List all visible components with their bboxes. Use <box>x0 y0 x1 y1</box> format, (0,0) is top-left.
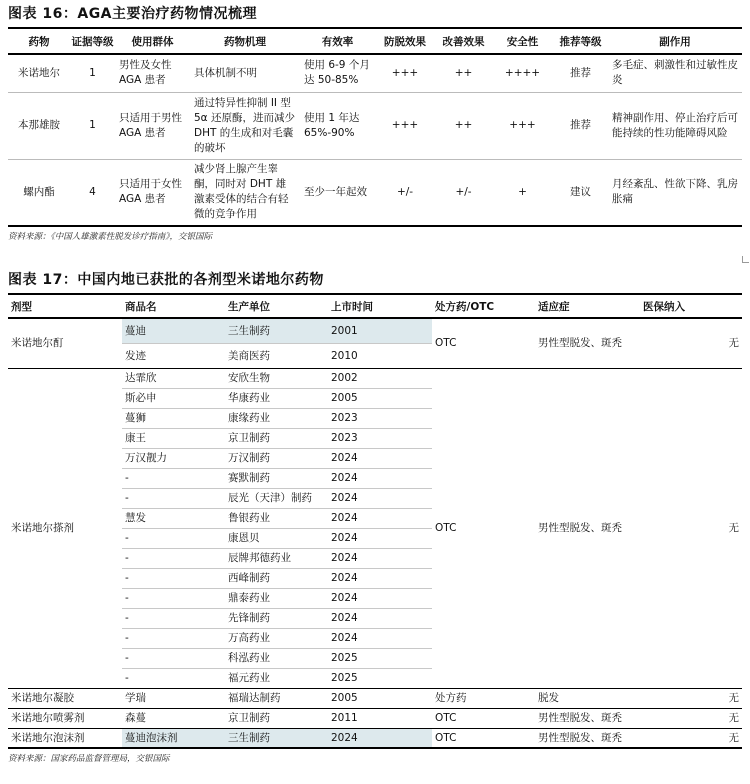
column-header: 有效率 <box>300 28 375 54</box>
table-cell: 具体机制不明 <box>190 54 300 92</box>
rx-otc-cell: OTC <box>432 728 535 748</box>
brand-name-cell: - <box>125 672 129 684</box>
corner-mark <box>742 256 749 263</box>
table-cell: 4 <box>89 185 96 198</box>
brand-name-cell: - <box>122 528 225 548</box>
manufacturer-cell: 康恩贝 <box>225 528 328 548</box>
column-header: 剂型 <box>8 294 122 318</box>
launch-year-cell: 2025 <box>328 648 432 668</box>
table16-title: 图表 16：AGA主要治疗药物情况梳理 <box>8 6 258 22</box>
manufacturer-cell: 万汉制药 <box>225 448 328 468</box>
insurance-cell: 无 <box>640 688 742 708</box>
launch-year-cell: 2025 <box>331 672 358 684</box>
brand-name-cell: 蔓迪泡沫剂 <box>122 728 225 748</box>
launch-year-cell: 2005 <box>328 388 432 408</box>
dosage-form-cell: 米诺地尔凝胶 <box>8 688 122 708</box>
rx-otc-cell: 处方药 <box>432 688 535 708</box>
insurance-cell: 无 <box>640 708 742 728</box>
table-row <box>8 54 742 92</box>
table-cell: 米诺地尔 <box>8 54 70 92</box>
dosage-form-cell: 米诺地尔泡沫剂 <box>8 728 122 748</box>
brand-name-cell: 学瑞 <box>122 688 225 708</box>
table-cell: 建议 <box>570 185 591 198</box>
manufacturer-cell: 福瑞达制药 <box>225 688 328 708</box>
launch-year-cell: 2024 <box>328 608 432 628</box>
table16-source: 资料来源：《中国人雄激素性脱发诊疗指南》，交银国际 <box>8 232 213 242</box>
brand-name-cell: - <box>122 548 225 568</box>
manufacturer-cell: 鲁银药业 <box>225 508 328 528</box>
manufacturer-cell: 三生制药 <box>225 318 328 343</box>
launch-year-cell: 2024 <box>328 588 432 608</box>
table-cell: 至少一年起效 <box>304 185 367 198</box>
dosage-form-cell: 米诺地尔搽剂 <box>8 368 122 688</box>
table-cell: 推荐 <box>553 54 608 92</box>
column-header: 推荐等级 <box>553 28 608 54</box>
column-header: 上市时间 <box>328 294 432 318</box>
table-cell: 本那雄胺 <box>8 92 70 159</box>
manufacturer-cell: 鼎泰药业 <box>225 588 328 608</box>
indication-cell: 男性型脱发、斑秃 <box>535 728 640 748</box>
manufacturer-cell: 科泓药业 <box>225 648 328 668</box>
table-cell: ++++ <box>492 54 553 92</box>
manufacturer-cell: 华康药业 <box>225 388 328 408</box>
manufacturer-cell: 安欣生物 <box>225 368 328 388</box>
indication-cell: 男性型脱发、斑秃 <box>538 337 622 350</box>
manufacturer-cell: 辰光（天津）制药 <box>225 488 328 508</box>
table-cell: 精神副作用、停止治疗后可能持续的性功能障碍风险 <box>608 92 742 159</box>
brand-name-cell: 斯必申 <box>122 388 225 408</box>
launch-year-cell: 2024 <box>328 728 432 748</box>
column-header: 安全性 <box>492 28 553 54</box>
table-cell: 推荐 <box>553 92 608 159</box>
column-header: 商品名 <box>122 294 225 318</box>
brand-name-cell: - <box>122 608 225 628</box>
manufacturer-cell: 赛默制药 <box>225 468 328 488</box>
dosage-form-cell: 米诺地尔酊 <box>11 337 64 350</box>
brand-name-cell: 蔓狮 <box>122 408 225 428</box>
column-header: 适应症 <box>535 294 640 318</box>
table-cell: +/- <box>455 185 472 198</box>
launch-year-cell: 2023 <box>328 428 432 448</box>
rx-otc-cell: OTC <box>435 337 457 350</box>
table-cell: 男性及女性AGA 患者 <box>115 54 190 92</box>
column-header: 医保纳入 <box>640 294 742 318</box>
column-header: 生产单位 <box>225 294 328 318</box>
table-row <box>8 688 742 708</box>
table-cell: 1 <box>70 54 115 92</box>
table-cell: +++ <box>492 92 553 159</box>
table-cell: +++ <box>375 92 435 159</box>
column-header: 副作用 <box>608 28 742 54</box>
table-cell: 多毛症、刺激性和过敏性皮炎 <box>608 54 742 92</box>
manufacturer-cell: 万高药业 <box>225 628 328 648</box>
brand-name-cell: - <box>122 568 225 588</box>
table-cell: ++ <box>435 92 492 159</box>
launch-year-cell: 2024 <box>328 528 432 548</box>
launch-year-cell: 2011 <box>328 708 432 728</box>
column-header: 防脱效果 <box>375 28 435 54</box>
minoxidil-products-table <box>8 293 742 749</box>
insurance-cell: 无 <box>640 728 742 748</box>
table-row <box>8 318 742 343</box>
launch-year-cell: 2024 <box>328 488 432 508</box>
manufacturer-cell: 福元药业 <box>228 672 270 684</box>
table-cell: +++ <box>375 54 435 92</box>
launch-year-cell: 2024 <box>328 628 432 648</box>
launch-year-cell: 2001 <box>328 318 432 343</box>
launch-year-cell: 2024 <box>328 548 432 568</box>
table-cell: 1 <box>70 92 115 159</box>
manufacturer-cell: 美商医药 <box>228 349 270 362</box>
brand-name-cell: - <box>122 628 225 648</box>
brand-name-cell: - <box>122 588 225 608</box>
launch-year-cell: 2005 <box>328 688 432 708</box>
rx-otc-cell: OTC <box>432 708 535 728</box>
insurance-cell: 无 <box>728 337 739 350</box>
table-row <box>8 708 742 728</box>
table-cell: 使用 6-9 个月达 50-85% <box>300 54 375 92</box>
manufacturer-cell: 西峰制药 <box>225 568 328 588</box>
brand-name-cell: 达霏欣 <box>122 368 225 388</box>
brand-name-cell: - <box>122 488 225 508</box>
table-cell: 只适用于男性 AGA 患者 <box>115 92 190 159</box>
rx-otc-cell: OTC <box>432 368 535 688</box>
manufacturer-cell: 京卫制药 <box>225 428 328 448</box>
manufacturer-cell: 康缘药业 <box>225 408 328 428</box>
launch-year-cell: 2024 <box>328 568 432 588</box>
table-row <box>8 92 742 159</box>
column-header: 药物 <box>8 28 70 54</box>
brand-name-cell: 慧发 <box>122 508 225 528</box>
brand-name-cell: 发迹 <box>125 349 146 362</box>
aga-drug-table <box>8 27 742 227</box>
manufacturer-cell: 辰牌邦德药业 <box>225 548 328 568</box>
table17-title: 图表 17：中国内地已获批的各剂型米诺地尔药物 <box>8 272 324 288</box>
column-header: 处方药/OTC <box>432 294 535 318</box>
column-header: 药物机理 <box>190 28 300 54</box>
indication-cell: 脱发 <box>535 688 640 708</box>
table-row <box>8 159 742 226</box>
launch-year-cell: 2024 <box>328 508 432 528</box>
table-cell: + <box>518 185 527 198</box>
table-cell: 通过特异性抑制 II 型 5α 还原酶，进而减少 DHT 的生成和对毛囊的破坏 <box>190 92 300 159</box>
table-cell: 减少肾上腺产生睾酮，同时对 DHT 雄激素受体的结合有轻微的竞争作用 <box>194 163 289 221</box>
column-header: 改善效果 <box>435 28 492 54</box>
table-cell: 只适用于女性 AGA 患者 <box>119 178 182 206</box>
table-cell: +/- <box>396 185 414 198</box>
table-cell: 月经紊乱、性欲下降、乳房胀痛 <box>612 178 738 206</box>
brand-name-cell: 蔓迪 <box>122 318 225 343</box>
launch-year-cell: 2024 <box>328 468 432 488</box>
insurance-cell: 无 <box>640 368 742 688</box>
table-row <box>8 368 742 388</box>
brand-name-cell: 康王 <box>122 428 225 448</box>
brand-name-cell: - <box>122 468 225 488</box>
column-header: 证据等级 <box>70 28 115 54</box>
table17-source: 资料来源：国家药品监督管理局，交银国际 <box>8 754 170 764</box>
table-cell: ++ <box>435 54 492 92</box>
launch-year-cell: 2023 <box>328 408 432 428</box>
manufacturer-cell: 先锋制药 <box>225 608 328 628</box>
launch-year-cell: 2010 <box>331 349 358 362</box>
launch-year-cell: 2002 <box>328 368 432 388</box>
indication-cell: 男性型脱发、斑秃 <box>535 708 640 728</box>
launch-year-cell: 2024 <box>328 448 432 468</box>
brand-name-cell: 森蔓 <box>122 708 225 728</box>
manufacturer-cell: 京卫制药 <box>225 708 328 728</box>
dosage-form-cell: 米诺地尔喷雾剂 <box>8 708 122 728</box>
brand-name-cell: - <box>122 648 225 668</box>
manufacturer-cell: 三生制药 <box>225 728 328 748</box>
brand-name-cell: 万汉靓力 <box>122 448 225 468</box>
table-cell: 螺内酯 <box>23 185 55 198</box>
table-cell: 使用 1 年达 65%-90% <box>300 92 375 159</box>
table-row <box>8 728 742 748</box>
column-header: 使用群体 <box>115 28 190 54</box>
indication-cell: 男性型脱发、斑秃 <box>535 368 640 688</box>
